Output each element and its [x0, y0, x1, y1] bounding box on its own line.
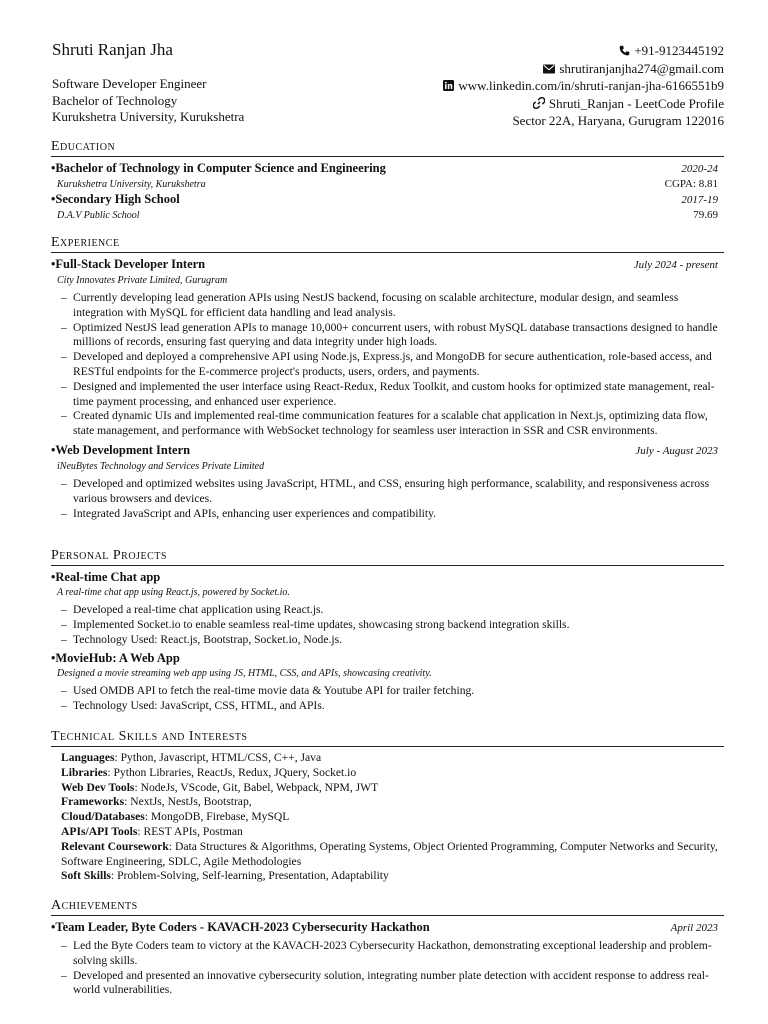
experience-section: [51, 235, 724, 525]
skill-label: Relevant Coursework: [61, 839, 169, 853]
education-dates: 2020-24: [681, 163, 718, 175]
header-degree: Bachelor of Technology: [52, 92, 178, 108]
skill-row: APIs/API Tools: REST APIs, Postman: [61, 824, 243, 838]
leetcode-text: Shruti_Ranjan - LeetCode Profile: [548, 95, 724, 111]
projects-section: [51, 548, 724, 718]
project-desc: A real-time chat app using React.js, powered by Socket.io.: [57, 587, 290, 598]
email-text: shrutiranjanjha274@gmail.com: [559, 60, 724, 76]
skill-label: APIs/API Tools: [61, 824, 138, 838]
education-section: [51, 139, 724, 223]
bullet-item: – Developed a real-time chat application using React.js.: [61, 603, 724, 618]
experience-entry: [51, 257, 724, 439]
skill-label: Cloud/Databases: [61, 810, 145, 824]
achievement-bullets: [51, 939, 724, 998]
skill-value: Problem-Solving, Self-learning, Presentation, Adaptability: [117, 869, 389, 883]
experience-dates: July - August 2023: [635, 444, 718, 457]
bullet-item: – Currently developing lead generation APIs using NestJS backend, focusing on scalable architecture, modular design, and seamless integration with MySQL for efficient data handling and lead analysis.: [61, 291, 724, 321]
experience-bullets: [51, 291, 724, 439]
phone-text: +91-9123445192: [634, 43, 724, 58]
skills-section: [51, 729, 724, 884]
achievements-section: [51, 898, 724, 1002]
bullet-item: – Technology Used: React.js, Bootstrap, Socket.io, Node.js.: [61, 633, 724, 648]
education-title: Education: [51, 139, 724, 157]
project-name: •MovieHub: A Web App: [51, 651, 180, 666]
experience-title: Experience: [51, 235, 724, 253]
skill-label: Languages: [61, 751, 115, 764]
bullet-item: – Technology Used: JavaScript, CSS, HTML, and APIs.: [61, 699, 724, 714]
email-icon: [543, 64, 555, 74]
phone-line[interactable]: [443, 42, 724, 60]
project-bullets: [51, 684, 724, 714]
education-degree: •Secondary High School: [51, 192, 180, 206]
project-name: •Real-time Chat app: [51, 570, 161, 584]
skill-row: Soft Skills: Problem-Solving, Self-learning, Presentation, Adaptability: [61, 869, 389, 883]
skill-value: NodeJs, VScode, Git, Babel, Webpack, NPM, JWT: [140, 780, 379, 794]
bullet-item: – Led the Byte Coders team to victory at the KAVACH-2023 Cybersecurity Hackathon, demonstrating exceptional leadership and problem-solving skills.: [61, 939, 724, 969]
email-line[interactable]: [443, 60, 724, 78]
skill-value: Data Structures & Algorithms, Operating Systems, Object Oriented Programming, Computer Networks and Security, Software Engineering, SDLC, Agile Methodologies: [61, 839, 718, 868]
achievement-entry: [51, 920, 724, 998]
skill-label: Libraries: [61, 765, 108, 779]
address-line: Sector 22A, Haryana, Gurugram 122016: [512, 113, 724, 128]
header-university: Kurukshetra University, Kurukshetra: [52, 109, 245, 124]
achievements-title: Achievements: [51, 898, 724, 916]
skill-value: Python, Javascript, HTML/CSS, C++, Java: [120, 751, 322, 764]
experience-dates: July 2024 - present: [633, 259, 718, 271]
bullet-item: – Developed and deployed a comprehensive API using Node.js, Express.js, and MongoDB for secure authentication, role-based access, and RESTful endpoints for the E-commerce project's products, users, orders, and payments.: [61, 350, 724, 380]
experience-company: City Innovates Private Limited, Gurugram: [57, 275, 228, 286]
skill-row: Libraries: Python Libraries, ReactJs, Redux, JQuery, Socket.io: [61, 765, 357, 779]
education-school: Kurukshetra University, Kurukshetra: [57, 179, 206, 190]
skill-value: REST APIs, Postman: [143, 824, 243, 838]
education-entry: [51, 161, 724, 192]
project-entry: [51, 651, 724, 714]
skill-row: Web Dev Tools: NodeJs, VScode, Git, Babel, Webpack, NPM, JWT: [61, 780, 379, 794]
experience-entry: [51, 443, 724, 521]
skill-label: Soft Skills: [61, 869, 111, 883]
skill-row: Languages: Python, Javascript, HTML/CSS, C++, Java: [61, 751, 322, 764]
achievement-dates: April 2023: [670, 922, 718, 934]
project-entry: [51, 570, 724, 647]
skill-value: NextJs, NestJs, Bootstrap,: [130, 795, 252, 809]
skill-row: Relevant Coursework: Data Structures & Algorithms, Operating Systems, Object Oriented Programming, Computer Networks and Security, Software Engineering, SDLC, Agile Methodologies: [61, 839, 718, 868]
skill-label: Frameworks: [61, 795, 125, 809]
candidate-name: Shruti Ranjan Jha: [52, 40, 173, 59]
skill-row: Frameworks: NextJs, NestJs, Bootstrap,: [61, 795, 252, 809]
skills-list: [51, 751, 724, 884]
bullet-item: – Optimized NestJS lead generation APIs to manage 10,000+ concurrent users, with robust MySQL database transactions designed to handle millions of records, ensuring fast querying and data integrity under high loads.: [61, 321, 724, 351]
header-right: [443, 42, 724, 130]
link-icon: [533, 97, 545, 109]
skill-label: Web Dev Tools: [61, 780, 135, 794]
linkedin-text: www.linkedin.com/in/shruti-ranjan-jha-6166551b9: [458, 78, 724, 93]
bullet-item: – Designed and implemented the user interface using React-Redux, Redux Toolkit, and custom hooks for optimized state management, real-time payment processing, and enhanced user experience.: [61, 380, 724, 410]
experience-company: iNeuBytes Technology and Services Private Limited: [57, 460, 265, 472]
bullet-item: – Developed and optimized websites using JavaScript, HTML, and CSS, ensuring high performance, scalability, and responsiveness across various browsers and devices.: [61, 477, 724, 507]
bullet-item: – Used OMDB API to fetch the real-time movie data & Youtube API for trailer fetching.: [61, 684, 724, 699]
project-bullets: [51, 603, 724, 647]
bullet-item: – Developed and presented an innovative cybersecurity solution, integrating number plate detection with accident response to address real-world vulnerabilities.: [61, 969, 724, 999]
education-dates: 2017-19: [681, 194, 718, 206]
linkedin-icon: [443, 80, 454, 91]
skill-value: MongoDB, Firebase, MySQL: [150, 810, 290, 824]
education-school: D.A.V Public School: [57, 210, 140, 221]
skill-value: Python Libraries, ReactJs, Redux, JQuery, Socket.io: [113, 765, 357, 779]
project-desc: Designed a movie streaming web app using JS, HTML, CSS, and APIs, showcasing creativity.: [57, 668, 432, 680]
bullet-item: – Integrated JavaScript and APIs, enhancing user experiences and compatibility.: [61, 507, 724, 522]
linkedin-line[interactable]: [443, 77, 724, 95]
experience-role: •Full-Stack Developer Intern: [51, 257, 206, 271]
projects-title: Personal Projects: [51, 548, 724, 566]
bullet-item: – Created dynamic UIs and implemented real-time communication features for a scalable chat application in Next.js, optimizing data flow, state management, and performance with WebSocket technology for seamless user interaction in SSR and CSR environments.: [61, 409, 724, 439]
phone-icon: [619, 45, 630, 56]
education-entry: [51, 192, 724, 223]
education-score: CGPA: 8.81: [664, 178, 718, 190]
achievement-name: •Team Leader, Byte Coders - KAVACH-2023 Cybersecurity Hackathon: [51, 920, 430, 934]
education-score: 79.69: [693, 209, 718, 221]
header-title: Software Developer Engineer: [52, 76, 207, 91]
bullet-item: – Implemented Socket.io to enable seamless real-time updates, showcasing strong backend integration skills.: [61, 618, 724, 633]
experience-role: •Web Development Intern: [51, 442, 191, 457]
header-left: [52, 40, 244, 126]
education-degree: •Bachelor of Technology in Computer Science and Engineering: [51, 161, 386, 175]
leetcode-line[interactable]: [443, 95, 724, 113]
experience-bullets: [51, 477, 724, 521]
skills-title: Technical Skills and Interests: [51, 729, 724, 747]
skill-row: Cloud/Databases: MongoDB, Firebase, MySQL: [61, 810, 290, 824]
